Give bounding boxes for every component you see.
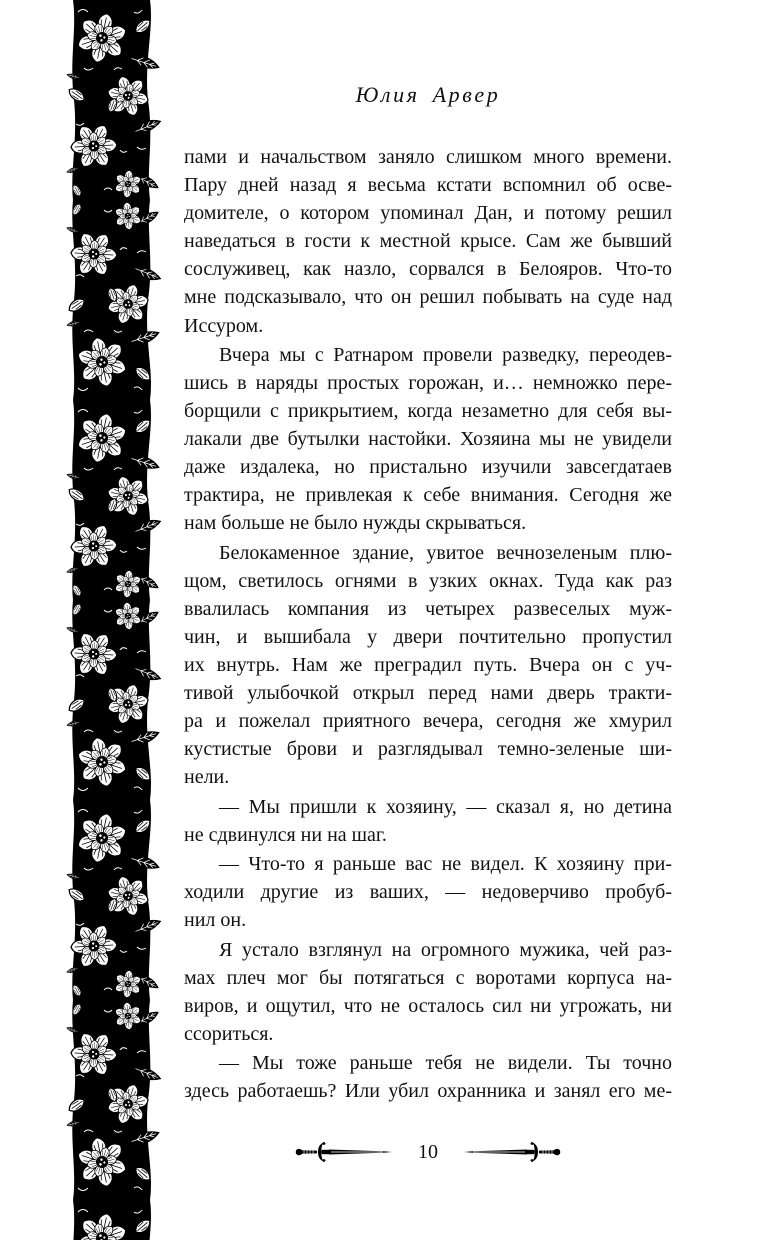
text-line: борщили с прикрытием, когда незаметно для себя вы- <box>184 400 672 423</box>
text-line: наведаться в гости к местной крысе. Сам же бывший <box>184 230 672 253</box>
text-line: нам больше не было нужды скрываться. <box>184 512 527 535</box>
text-line: нели. <box>184 766 230 789</box>
text-line: нил он. <box>184 909 247 932</box>
running-head-author: Юлия Арвер <box>355 82 501 107</box>
text-line: здесь работаешь? Или убил охранника и занял его ме- <box>184 1080 672 1103</box>
text-line: ссориться. <box>184 1022 274 1045</box>
text-line: ходили другие из ваших, — недоверчиво пробуб- <box>184 881 672 904</box>
text-line: — Мы пришли к хозяину, — сказал я, но детина <box>219 795 672 818</box>
text-line: — Мы тоже раньше тебя не видели. Ты точно <box>219 1052 672 1075</box>
text-line: виров, и ощутил, что не осталось сил ни угрожать, ни <box>184 994 672 1017</box>
text-line: трактира, не привлекая к себе внимания. Сегодня же <box>184 484 672 507</box>
paragraph <box>184 341 672 538</box>
body-text <box>184 143 672 1105</box>
text-line: — Что-то я раньше вас не видел. К хозяину при- <box>219 853 672 876</box>
text-line: Я устало взглянул на огромного мужика, чей раз- <box>219 938 672 961</box>
text-line: чин, и вышибала у двери почтительно пропустил <box>184 625 672 648</box>
paragraph <box>184 539 672 792</box>
dagger-left-icon <box>295 1141 393 1163</box>
text-line: лакали две бутылки настойки. Хозяина мы не увидели <box>184 428 672 451</box>
text-line: пами и начальством заняло слишком много времени. <box>184 146 672 168</box>
paragraph <box>184 143 672 340</box>
text-line: кустистые брови и разглядывал темно-зеленые ши- <box>184 738 672 761</box>
text-line: Иссуром. <box>184 314 264 337</box>
text-line: щом, светилось огнями в узких окнах. Туда как раз <box>184 569 672 592</box>
text-line: мне подсказывало, что он решил побывать на суде над <box>184 286 672 309</box>
dagger-right-icon <box>463 1141 561 1163</box>
text-line: домителе, о котором упоминал Дан, и потому решил <box>184 202 672 225</box>
text-line: шись в наряды простых горожан, и… немножко пере- <box>184 371 672 394</box>
text-line: ввалилась компания из четырех развеселых муж- <box>184 597 672 620</box>
text-line: Пару дней назад я весьма кстати вспомнил об осве- <box>184 174 672 197</box>
text-line: Белокаменное здание, увитое вечнозеленым плю- <box>219 541 672 564</box>
text-line: даже издалека, но пристально изучили завсегдатаев <box>184 456 672 479</box>
text-line: не сдвинулся ни на шаг. <box>184 823 387 846</box>
paragraph <box>184 850 672 934</box>
text-line: сослуживец, как назло, сорвался в Белояров. Что-то <box>184 258 672 281</box>
paragraph <box>184 793 672 849</box>
text-line: их внутрь. Нам же преградил путь. Вчера он с уч- <box>184 654 672 677</box>
text-line: Вчера мы с Ратнаром провели разведку, переодев- <box>219 343 672 366</box>
text-line: мах плеч мог бы потягаться с воротами корпуса на- <box>184 966 672 989</box>
paragraph <box>184 936 672 1048</box>
text-line: тивой улыбочкой открыл перед нами дверь тракти- <box>184 682 672 705</box>
floral-border-icon <box>64 0 168 1240</box>
paragraph <box>184 1049 672 1105</box>
page-number: 10 <box>418 1141 438 1163</box>
text-line: ра и пожелал приятного вечера, сегодня же хмурил <box>184 710 672 733</box>
